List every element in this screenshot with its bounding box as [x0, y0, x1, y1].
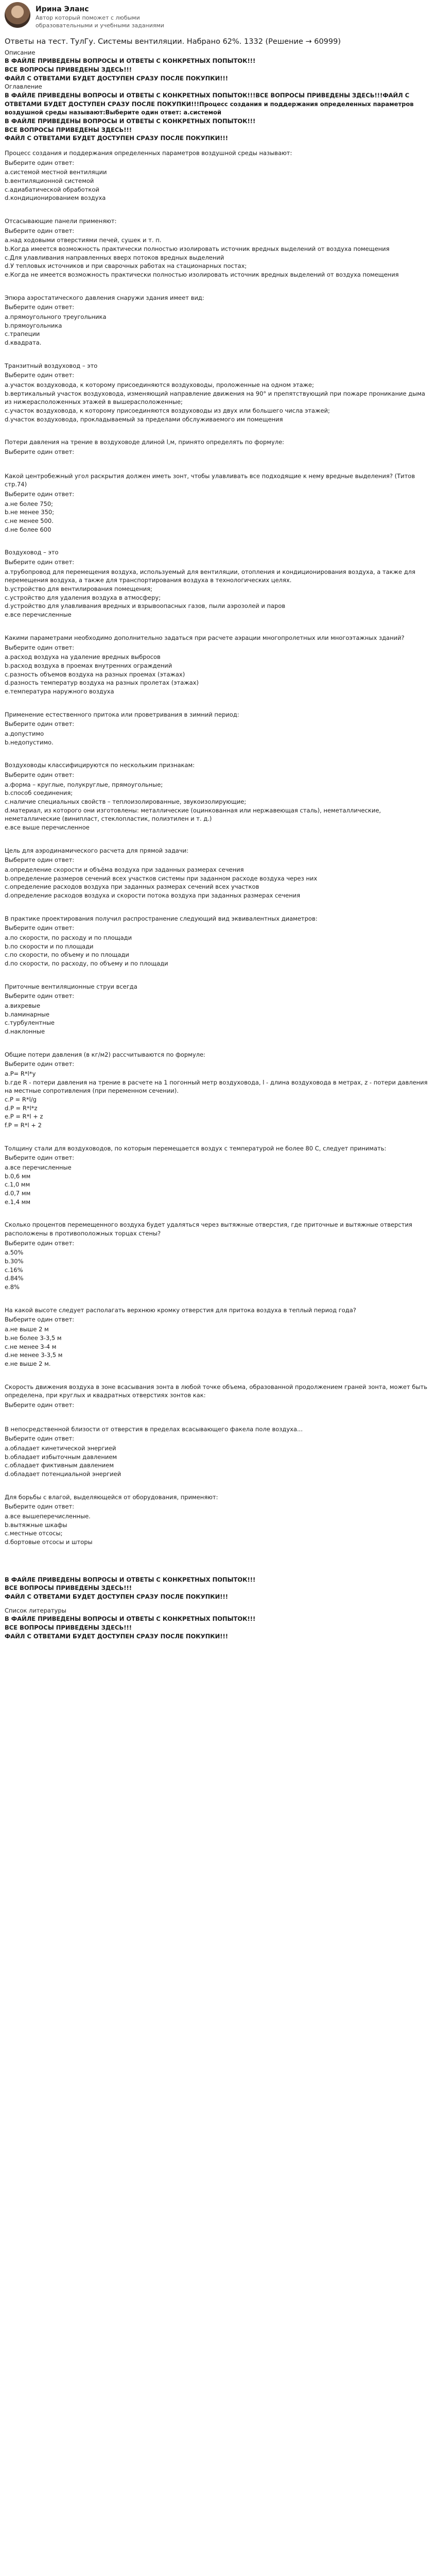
answer-option: b.вертикальный участок воздуховода, изменяющий направление движения на 90° и препятствующий при пожаре проникание дыма из нижерасположенных этажей в вышерасположенные;	[5, 389, 425, 406]
choose-one-label: Выберите один ответ:	[5, 303, 75, 311]
question-block	[5, 1383, 430, 1425]
answer-option: b.способ соединения;	[5, 789, 73, 797]
toc-label: Оглавление	[5, 83, 42, 91]
answer-option: a.обладает кинетической энергией	[5, 1444, 116, 1452]
answer-option: f.P = R*l + 2	[5, 1122, 42, 1129]
answer-option: b.не более 3-3,5 м	[5, 1334, 62, 1342]
choose-one-label: Выберите один ответ:	[5, 856, 75, 864]
promo-line: В ФАЙЛЕ ПРИВЕДЕНЫ ВОПРОСЫ И ОТВЕТЫ С КОНКРЕТНЫХ ПОПЫТОК!!!	[5, 117, 256, 125]
answer-option: c.трапеции	[5, 330, 40, 338]
promo-line: В ФАЙЛЕ ПРИВЕДЕНЫ ВОПРОСЫ И ОТВЕТЫ С КОНКРЕТНЫХ ПОПЫТОК!!!	[5, 1575, 256, 1583]
promo-line: ФАЙЛ С ОТВЕТАМИ БУДЕТ ДОСТУПЕН СРАЗУ ПОСЛЕ ПОКУПКИ!!!	[5, 134, 228, 142]
answer-option: e.все перечисленные	[5, 611, 72, 619]
answer-option: e.температура наружного воздуха	[5, 687, 114, 695]
answer-option: e.не выше 2 м.	[5, 1360, 51, 1367]
choose-one-label: Выберите один ответ:	[5, 720, 75, 728]
question-block	[5, 1306, 430, 1383]
answer-option: a.все вышеперечисленные.	[5, 1512, 91, 1520]
answer-option: b.расход воздуха в проемах внутренних ограждений	[5, 662, 172, 669]
question-text: Сколько процентов перемещенного воздуха будет удаляться через вытяжные отверстия, где приточные и вытяжные отверстия расположены в противоположных торцах стены?	[5, 1221, 412, 1238]
choose-one-label: Выберите один ответ:	[5, 1316, 75, 1324]
answer-option: a.форма – круглые, полукруглые, прямоугольные;	[5, 781, 163, 788]
answer-option: c.не менее 500.	[5, 517, 54, 525]
author-block	[5, 2, 430, 30]
question-text: Применение естественного притока или проветривания в зимний период:	[5, 710, 239, 718]
choose-one-label: Выберите один ответ:	[5, 1239, 75, 1247]
question-text: На какой высоте следует располагать верхнюю кромку отверстия для притока воздуха в теплый период года?	[5, 1306, 356, 1314]
answer-option: c.не менее 3-4 м	[5, 1343, 57, 1350]
answer-option: b.вытяжные шкафы	[5, 1521, 67, 1529]
author-info	[36, 2, 164, 30]
answer-option: e.все выше перечисленное	[5, 823, 90, 831]
question-text: Толщину стали для воздуховодов, по которым перемещается воздух с температурой не более 80 С, следует принимать:	[5, 1144, 387, 1152]
answer-option: a.50%	[5, 1249, 24, 1257]
answer-option: c.разность объемов воздуха на разных проемах (этажах)	[5, 670, 185, 678]
choose-one-label: Выберите один ответ:	[5, 1154, 75, 1162]
question-text: В непосредственной близости от отверстия в пределах всасывающего факела поле воздуха...	[5, 1425, 303, 1433]
answer-option: d.участок воздуховода, прокладываемый за пределами обслуживаемого им помещения	[5, 415, 283, 423]
answer-option: b.0,6 мм	[5, 1172, 31, 1180]
question-text: Транзитный воздуховод – это	[5, 362, 98, 369]
answer-option: a.определение скорости и объёма воздуха при заданных размерах сечения	[5, 866, 244, 873]
answer-option: d.разность температур воздуха на разных пролетах (этажах)	[5, 679, 199, 687]
question-block	[5, 149, 430, 217]
answer-option: c.1,0 мм	[5, 1181, 30, 1189]
choose-one-label: Выберите один ответ:	[5, 1503, 75, 1511]
promo-line: ФАЙЛ С ОТВЕТАМИ БУДЕТ ДОСТУПЕН СРАЗУ ПОСЛЕ ПОКУПКИ!!!	[5, 1632, 228, 1640]
description-promo	[5, 57, 430, 82]
answer-option: a.трубопровод для перемещения воздуха, используемый для вентиляции, отопления и кондиционирования воздуха, а также для перемещения воздуха, а также для транспортирования воздуха в технологических целях.	[5, 568, 415, 584]
answer-option: d.бортовые отсосы и шторы	[5, 1538, 93, 1546]
answer-option: c.определение расходов воздуха при заданных размерах сечений всех участков	[5, 883, 259, 891]
choose-one-label: Выберите один ответ:	[5, 1060, 75, 1068]
answer-option: e.P = R*l + z	[5, 1113, 43, 1121]
answer-option: d.материал, из которого они изготовлены: металлические (оцинкованная или нержавеющая сталь), неметаллические, неметаллические (винипласт, стеклопластик, полиэтилен и т. д.)	[5, 806, 381, 823]
promo-line: ВСЕ ВОПРОСЫ ПРИВЕДЕНЫ ЗДЕСЬ!!!	[5, 65, 132, 73]
question-block	[5, 710, 430, 761]
choose-one-label: Выберите один ответ:	[5, 1435, 75, 1443]
question-block	[5, 1493, 430, 1561]
answer-option: d.У тепловых источников и при сварочных работах на стационарных постах;	[5, 262, 247, 270]
question-block	[5, 472, 430, 549]
answer-option: a.по скорости, по расходу и по площади	[5, 934, 132, 941]
question-block	[5, 294, 430, 362]
questions-list	[5, 149, 430, 1561]
question-block	[5, 634, 430, 710]
question-text: Цель для аэродинамического расчета для прямой задачи:	[5, 846, 189, 854]
answer-option: b.ламинарные	[5, 1010, 50, 1018]
question-text: Потери давления на трение в воздуховоде длиной l,м, принято определять по формуле:	[5, 438, 285, 446]
question-text: Скорость движения воздуха в зоне всасывания зонта в любой точке объема, образованной продолжением граней зонта, может быть определена, при круглых и квадратных отверстиях зонтов как:	[5, 1383, 428, 1399]
choose-one-label: Выберите один ответ:	[5, 924, 75, 932]
answer-option: b.вентиляционной системой	[5, 177, 94, 184]
answer-option: a.вихревые	[5, 1002, 41, 1009]
question-text: Отсасывающие панели применяют:	[5, 217, 117, 225]
question-block	[5, 1221, 430, 1306]
answer-option: d.квадрата.	[5, 339, 42, 347]
answer-option: d.не менее 3-3,5 м	[5, 1351, 63, 1359]
literature-label: Список литературы	[5, 1606, 66, 1614]
answer-option: d.P = R*l*z	[5, 1104, 38, 1112]
choose-one-label: Выберите один ответ:	[5, 371, 75, 379]
answer-option: a.не более 750;	[5, 500, 54, 507]
answer-option: d.наклонные	[5, 1028, 45, 1036]
answer-option: c.адиабатической обработкой	[5, 185, 99, 193]
promo-line: В ФАЙЛЕ ПРИВЕДЕНЫ ВОПРОСЫ И ОТВЕТЫ С КОНКРЕТНЫХ ПОПЫТОК!!!	[5, 57, 256, 65]
answer-option: d.кондиционированием воздуха	[5, 194, 106, 202]
answer-option: a.допустимо	[5, 730, 44, 737]
author-avatar[interactable]	[5, 2, 30, 28]
question-block	[5, 438, 430, 471]
choose-one-label: Выберите один ответ:	[5, 992, 75, 1000]
answer-option: a.P= R*l*y	[5, 1070, 36, 1078]
answer-option: b.недопустимо.	[5, 738, 54, 746]
answer-option: b.не менее 350;	[5, 509, 55, 516]
answer-option: d.не более 600	[5, 526, 51, 533]
question-block	[5, 1050, 430, 1144]
answer-option: c.турбулентные	[5, 1019, 55, 1027]
choose-one-label: Выберите один ответ:	[5, 771, 75, 778]
question-block	[5, 217, 430, 294]
choose-one-label: Выберите один ответ:	[5, 558, 75, 566]
promo-line: ВСЕ ВОПРОСЫ ПРИВЕДЕНЫ ЗДЕСЬ!!!	[5, 126, 132, 133]
answer-option: a.все перечисленные	[5, 1164, 72, 1172]
choose-one-label: Выберите один ответ:	[5, 227, 75, 234]
answer-option: c.по скорости, по объему и по площади	[5, 951, 129, 959]
choose-one-label: Выберите один ответ:	[5, 448, 75, 456]
promo-line: ВСЕ ВОПРОСЫ ПРИВЕДЕНЫ ЗДЕСЬ!!!	[5, 1623, 132, 1631]
footer-promo	[5, 1575, 430, 1601]
answer-option: a.расход воздуха на удаление вредных выбросов	[5, 653, 161, 661]
answer-option: d.0,7 мм	[5, 1190, 31, 1197]
answer-option: b.по скорости и по площади	[5, 942, 94, 950]
promo-line: ВСЕ ВОПРОСЫ ПРИВЕДЕНЫ ЗДЕСЬ!!!	[5, 1584, 132, 1592]
answer-option: b.обладает избыточным давлением	[5, 1453, 117, 1461]
answer-option: e.1,4 мм	[5, 1198, 31, 1206]
question-block	[5, 1144, 430, 1221]
choose-one-label: Выберите один ответ:	[5, 490, 75, 498]
question-text: Процесс создания и поддержания определенных параметров воздушной среды называют:	[5, 149, 292, 157]
toc-promo	[5, 117, 430, 143]
answer-option: e.8%	[5, 1283, 20, 1291]
question-text: Для борьбы с влагой, выделяющейся от оборудования, применяют:	[5, 1493, 218, 1501]
author-description: Автор который поможет с любыми образовательными и учебными заданиями	[36, 14, 164, 29]
answer-option: d.по скорости, по расходу, по объему и по площади	[5, 959, 168, 967]
answer-option: c.P = R*l/g	[5, 1096, 37, 1104]
answer-option: c.16%	[5, 1266, 23, 1274]
toc-text: В ФАЙЛЕ ПРИВЕДЕНЫ ВОПРОСЫ И ОТВЕТЫ С КОНКРЕТНЫХ ПОПЫТОК!!!ВСЕ ВОПРОСЫ ПРИВЕДЕНЫ ЗДЕСЬ!!!ФАЙЛ С ОТВЕТАМИ БУДЕТ ДОСТУПЕН СРАЗУ ПОСЛЕ ПОКУПКИ!!!Процесс создания и поддержания определенных параметров воздушной среды называют:Выберите один ответ: a.системой	[5, 91, 414, 116]
answer-option: d.определение расходов воздуха и скорости потока воздуха при заданных размерах сечения	[5, 891, 301, 899]
answer-option: d.обладает потенциальной энергией	[5, 1470, 121, 1478]
answer-option: c.участок воздуховода, к которому присоединяются воздуховоды из двух или большего числа этажей;	[5, 407, 330, 415]
answer-option: e.Когда не имеется возможность практически полностью изолировать источник вредных выделений от воздуха помещения	[5, 271, 399, 278]
answer-option: c.обладает фиктивным давлением	[5, 1462, 114, 1469]
question-text: Общие потери давления (в кг/м2) рассчитываются по формуле:	[5, 1050, 205, 1058]
question-block	[5, 362, 430, 438]
answer-option: a.над ходовыми отверстиями печей, сушек и т. п.	[5, 236, 162, 244]
answer-option: d.84%	[5, 1275, 24, 1282]
question-block	[5, 761, 430, 846]
literature-promo	[5, 1615, 430, 1640]
question-text: В практике проектирования получил распространение следующий вид эквивалентных диаметров:	[5, 914, 318, 922]
answer-option: b.определение размеров сечений всех участков системы при заданном расходе воздуха через них	[5, 874, 318, 882]
answer-option: d.устройство для улавливания вредных и взрывоопасных газов, пыли аэрозолей и паров	[5, 602, 286, 610]
question-text: Какой центробежный угол раскрытия должен иметь зонт, чтобы улавливать все подходящие к нему вредные выделения? (Титов стр.74)	[5, 472, 415, 488]
promo-line: В ФАЙЛЕ ПРИВЕДЕНЫ ВОПРОСЫ И ОТВЕТЫ С КОНКРЕТНЫХ ПОПЫТОК!!!	[5, 1615, 256, 1623]
question-text: Какими параметрами необходимо дополнительно задаться при расчете аэрации многопролетных или многоэтажных зданий?	[5, 634, 405, 641]
answer-option: a.прямоугольного треугольника	[5, 313, 107, 321]
answer-option: a.участок воздуховода, к которому присоединяются воздуховоды, проложенные на одном этаже;	[5, 381, 314, 389]
question-text: Воздуховод – это	[5, 549, 59, 556]
answer-option: c.устройство для удаления воздуха в атмосферу;	[5, 594, 161, 601]
question-block	[5, 548, 430, 633]
answer-option: a.не выше 2 м	[5, 1326, 49, 1333]
question-text: Эпюра аэростатического давления снаружи здания имеет вид:	[5, 294, 204, 301]
choose-one-label: Выберите один ответ:	[5, 643, 75, 651]
answer-option: a.системой местной вентиляции	[5, 168, 107, 176]
answer-option: c.местные отсосы;	[5, 1530, 63, 1537]
description-label: Описание	[5, 48, 36, 56]
promo-line: ФАЙЛ С ОТВЕТАМИ БУДЕТ ДОСТУПЕН СРАЗУ ПОСЛЕ ПОКУПКИ!!!	[5, 1592, 228, 1600]
answer-option: b.где R - потери давления на трение в расчете на 1 погонный метр воздуховода, l - длина воздуховода в метрах, z - потери давления на местные сопротивления (при переменном сечении).	[5, 1078, 428, 1095]
answer-option: c.наличие специальных свойств – теплоизолированные, звукоизолирующие;	[5, 798, 247, 805]
choose-one-label: Выберите один ответ:	[5, 1401, 75, 1409]
question-block	[5, 846, 430, 914]
question-text: Приточные вентиляционные струи всегда	[5, 982, 137, 990]
answer-option: b.Когда имеется возможность практически полностью изолировать источник вредных выделений от воздуха помещения	[5, 245, 390, 252]
question-block	[5, 1425, 430, 1493]
answer-option: b.прямоугольника	[5, 321, 62, 329]
question-text: Воздуховоды классифицируются по нескольким признакам:	[5, 761, 195, 769]
question-block	[5, 982, 430, 1050]
answer-option: b.30%	[5, 1258, 24, 1265]
author-name[interactable]: Ирина Эланс	[36, 5, 89, 13]
page-title: Ответы на тест. ТулГу. Системы вентиляции. Набрано 62%. 1332 (Решение → 60999)	[5, 37, 341, 46]
promo-line: ФАЙЛ С ОТВЕТАМИ БУДЕТ ДОСТУПЕН СРАЗУ ПОСЛЕ ПОКУПКИ!!!	[5, 74, 228, 82]
choose-one-label: Выберите один ответ:	[5, 159, 75, 166]
answer-option: b.устройство для вентилирования помещения;	[5, 585, 153, 593]
question-block	[5, 914, 430, 982]
answer-option: c.Для улавливания направленных вверх потоков вредных выделений	[5, 253, 224, 261]
